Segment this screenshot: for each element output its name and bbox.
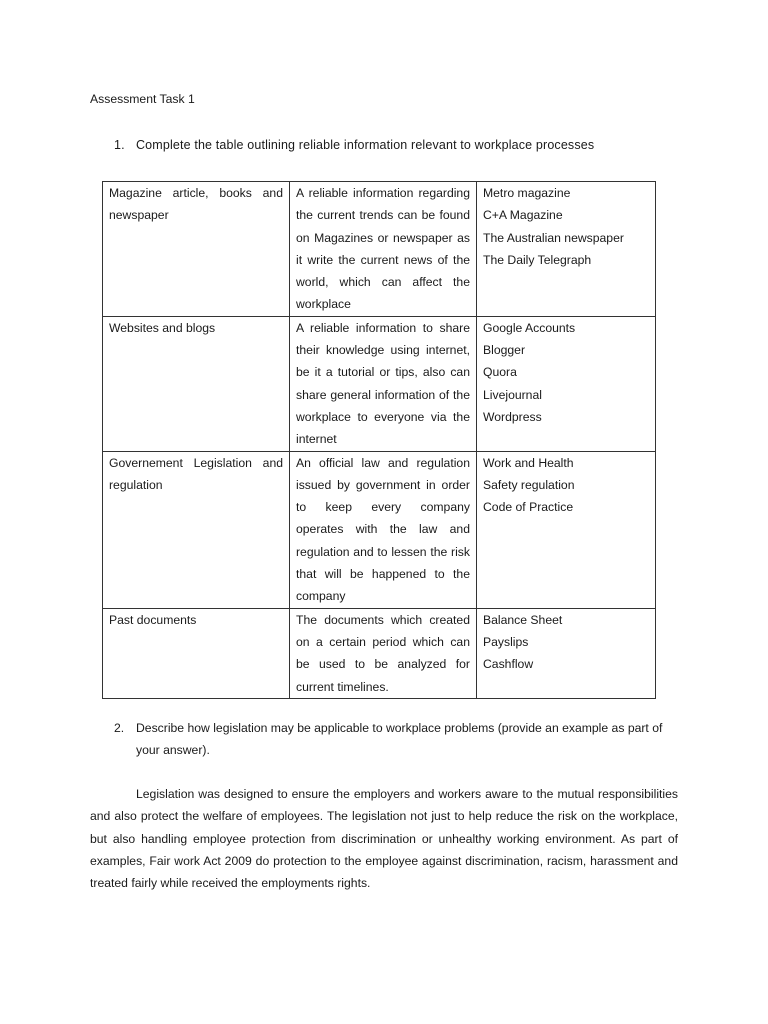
example-item: The Australian newspaper (483, 230, 624, 245)
table-row (103, 182, 656, 317)
example-item: Code of Practice (483, 500, 574, 515)
table-row (103, 451, 656, 608)
source-cell: Websites and blogs (103, 316, 290, 451)
examples-cell (477, 316, 656, 451)
question-1-number: 1. (114, 138, 125, 152)
table-row (103, 608, 656, 698)
examples-cell (477, 451, 656, 608)
example-item: Payslips (483, 634, 529, 649)
example-item: Livejournal (483, 387, 542, 402)
source-cell: Past documents (103, 608, 290, 698)
example-item: Metro magazine (483, 186, 571, 200)
example-item: Quora (483, 365, 517, 380)
example-item: C+A Magazine (483, 208, 563, 223)
description-cell: An official law and regulation issued by government in order to keep every company operates with the law and regulation and to lessen the risk that will be happened to the company (290, 451, 477, 608)
question-1-text: Complete the table outlining reliable information relevant to workplace processes (136, 138, 595, 152)
example-item: Balance Sheet (483, 612, 563, 627)
answer-paragraph: Legislation was designed to ensure the employers and workers aware to the mutual responsibilities and also protect the welfare of employees. The legislation not just to help reduce the risk on the workplace, but also handling employee protection from discrimination or unhealthy working environment. As part of examples, Fair work Act 2009 do protection to the employee against discrimination, racism, harassment and treated fairly while received the employments rights. (90, 787, 678, 891)
description-cell: A reliable information to share their knowledge using internet, be it a tutorial or tips, also can share general information of the workplace to everyone via the internet (290, 316, 477, 451)
table-row (103, 316, 656, 451)
example-item: Cashflow (483, 657, 534, 672)
example-item: The Daily Telegraph (483, 252, 592, 267)
description-cell: The documents which created on a certain period which can be used to be analyzed for current timelines. (290, 608, 477, 698)
example-item: Safety regulation (483, 477, 575, 492)
question-1 (114, 134, 684, 156)
example-item: Work and Health (483, 455, 574, 470)
information-sources-table (102, 181, 656, 699)
examples-cell (477, 182, 656, 317)
source-cell: Magazine article, books and newspaper (103, 182, 290, 317)
question-2-text: Describe how legislation may be applicable to workplace problems (provide an example as part of your answer). (136, 721, 663, 757)
example-item: Wordpress (483, 409, 542, 424)
examples-cell (477, 608, 656, 698)
question-2-number: 2. (114, 721, 125, 735)
source-cell: Governement Legislation and regulation (103, 451, 290, 608)
example-item: Blogger (483, 343, 526, 358)
page-title: Assessment Task 1 (90, 92, 195, 106)
example-item: Google Accounts (483, 320, 576, 335)
description-cell: A reliable information regarding the current trends can be found on Magazines or newspaper as it write the current news of the world, which can affect the workplace (290, 182, 477, 317)
question-2 (114, 717, 684, 761)
